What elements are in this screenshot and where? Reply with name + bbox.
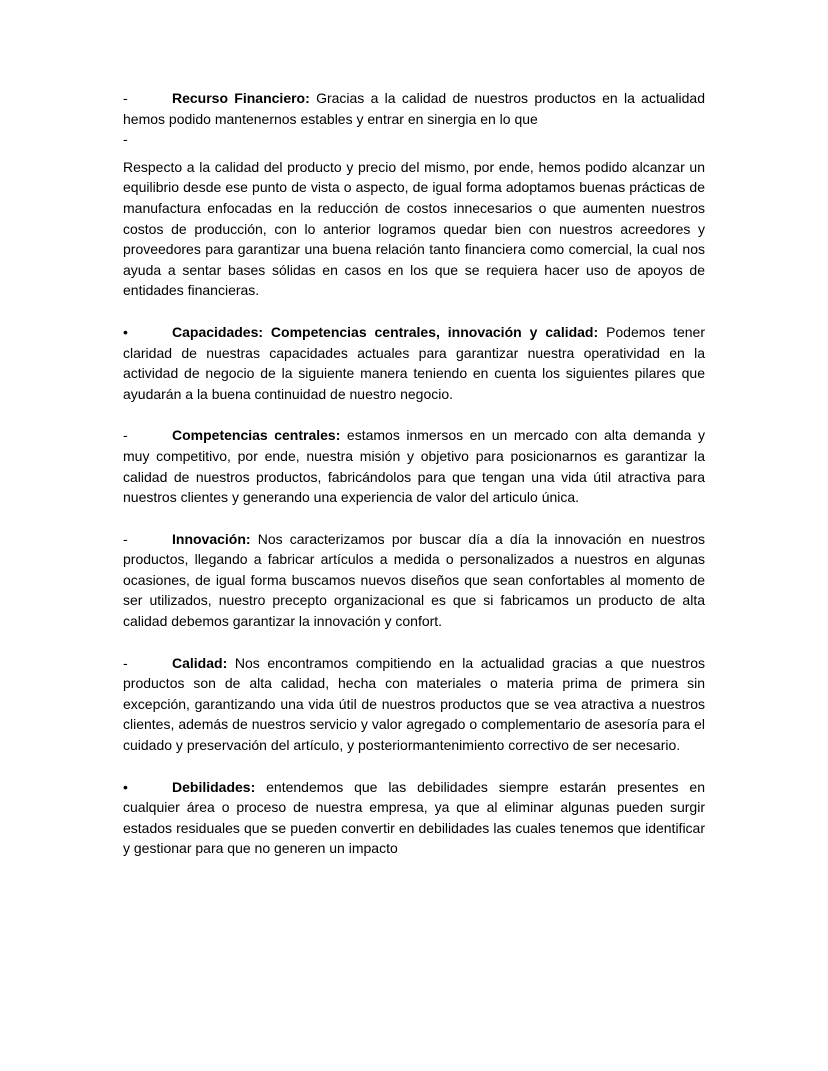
dash-marker: - <box>123 427 128 444</box>
dash-marker: - <box>123 90 128 106</box>
item-lead-bold: Recurso Financiero: <box>172 90 310 106</box>
item-body-text: Gracias a la calidad de nuestros productos en la actualidad hemos podido mantenernos estables y entrar en sinergia en lo que <box>123 90 705 127</box>
item-lead-bold: Innovación: <box>172 530 251 547</box>
list-item-bullet <box>123 777 705 859</box>
dash-marker: - <box>123 530 128 547</box>
list-item-dash <box>123 529 705 632</box>
item-lead-bold: Competencias centrales: <box>172 427 341 444</box>
item-body-text: estamos inmersos en un mercado con alta demanda y muy competitivo, por ende, nuestra misión y objetivo para posicionarnos es garantizar la calidad de nuestros productos, fabricándolos para que tengan una vida útil atractiva para nuestros clientes y generando una experiencia de valor del articulo única. <box>123 427 705 506</box>
item-lead-bold: Calidad: <box>172 654 228 671</box>
item-body-text: Podemos tener claridad de nuestras capacidades actuales para garantizar nuestra operatividad en la actividad de negocio de la siguiente manera teniendo en cuenta los siguientes pilares que ayudarán a la buena continuidad de nuestro negocio. <box>123 323 706 402</box>
bullet-marker: • <box>123 323 128 340</box>
list-item-dash <box>123 653 705 756</box>
item-body-text: Nos caracterizamos por buscar día a día la innovación en nuestros productos, llegando a fabricar artículos a medida o personalizados a nuestros en algunas ocasiones, de igual forma buscamos nuevos diseños que sean confortables al momento de ser utilizados, nuestro precepto organizacional es que si fabricamos un producto de alta calidad debemos garantizar la innovación y confort. <box>123 530 706 630</box>
item-body-text: Nos encontramos compitiendo en la actualidad gracias a que nuestros productos son de alta calidad, hecha con materiales o materia prima de primera sin excepción, garantizando una vida útil de nuestros productos que se vea atractiva a nuestros clientes, además de nuestros servicio y valor agregado o complementario de asesoría para el cuidado y preservación del artículo, y posteriormantenimiento correctivo de ser necesario. <box>123 654 706 754</box>
list-item-bullet <box>123 322 705 404</box>
item-lead-bold: Capacidades: Competencias centrales, innovación y calidad: <box>172 323 599 340</box>
list-item-dash <box>123 425 705 507</box>
item-lead-bold: Debilidades: <box>172 778 256 795</box>
paragraph <box>123 157 705 301</box>
paragraph-text: Respecto a la calidad del producto y precio del mismo, por ende, hemos podido alcanzar un equilibrio desde ese punto de vista o aspecto, de igual forma adoptamos buenas prácticas de manufactura enfocadas en la reducción de costos innecesarios o que aumenten nuestros costos de producción, con lo anterior logramos quedar bien con nuestros acreedores y proveedores para garantizar una buena relación tanto financiera como comercial, la cual nos ayuda a sentar bases sólidas en casos en los que se requiera hacer uso de apoyos de entidades financieras. <box>123 158 705 299</box>
dash-marker: - <box>123 654 128 671</box>
list-item-dash <box>123 88 705 129</box>
document-body <box>123 88 705 880</box>
item-body-text: entendemos que las debilidades siempre estarán presentes en cualquier área o proceso de nuestra empresa, ya que al eliminar algunas pueden surgir estados residuales que se pueden convertir en debilidades las cuales tenemos que identificar y gestionar para que no generen un impacto <box>123 778 706 857</box>
bullet-marker: • <box>123 778 128 795</box>
dash-marker-line: - <box>123 131 128 148</box>
